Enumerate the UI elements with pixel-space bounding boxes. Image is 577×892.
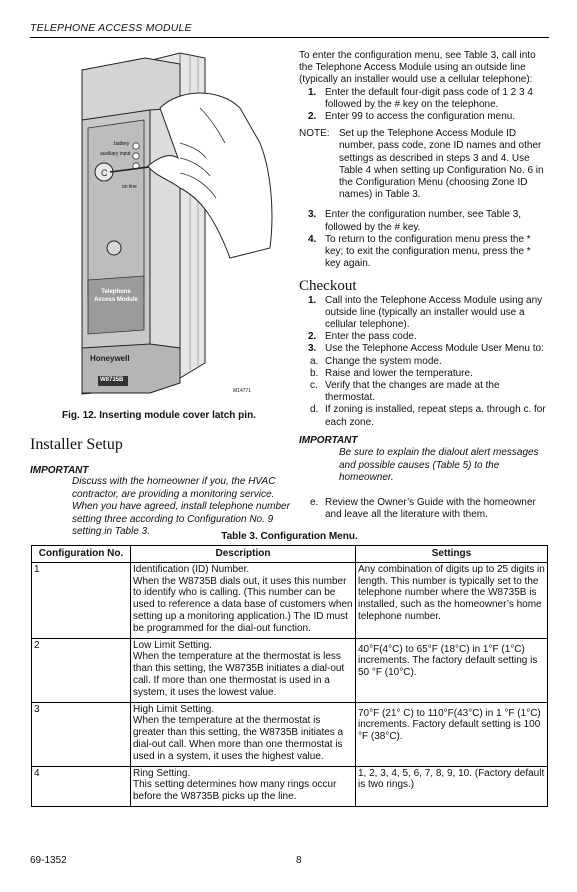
brand-logo-text: Honeywell bbox=[90, 354, 130, 363]
model-label: W8735B bbox=[100, 377, 124, 383]
list-item: c. Verify that the changes are made at the thermostat. bbox=[310, 380, 500, 404]
table-row bbox=[32, 702, 548, 766]
table-header-row bbox=[32, 546, 548, 563]
configuration-menu-table bbox=[31, 545, 548, 807]
description-cell: Identification (ID) Number. When the W8735B dials out, it uses this number to identify who is calling. (This number can be used to reference a data base of customers when setting up a monitoring application.) The ID must be programmed for the dial-out function. bbox=[131, 562, 356, 638]
list-item: b. Raise and lower the temperature. bbox=[310, 367, 473, 379]
config-no-cell: 1 bbox=[32, 562, 131, 638]
battery-label: battery bbox=[114, 141, 130, 147]
figure-code: M14771 bbox=[233, 388, 252, 394]
important-label: IMPORTANT bbox=[30, 465, 89, 476]
list-item: 1. Enter the default four-digit pass code of 1 2 3 4 followed by the # key on the telephone. bbox=[308, 86, 533, 110]
note-label: NOTE: bbox=[299, 128, 330, 140]
settings-cell: 70°F (21° C) to 110°F(43°C) in 1 °F (1°C) increments. Factory default setting is 100 °F (38°C). bbox=[356, 702, 548, 766]
installer-setup-heading: Installer Setup bbox=[30, 436, 123, 453]
list-item: 2. Enter 99 to access the configuration menu. bbox=[308, 111, 516, 123]
config-steps-list bbox=[299, 87, 547, 124]
config-no-cell: 4 bbox=[32, 766, 131, 806]
list-item: e. Review the Owner’s Guide with the homeowner and leave all the literature with them. bbox=[310, 496, 536, 520]
list-item: 2. Enter the pass code. bbox=[308, 331, 417, 343]
panel-title-label: Telephone Access Module bbox=[94, 289, 138, 303]
note-block bbox=[299, 128, 547, 201]
svg-text:C: C bbox=[101, 168, 108, 178]
config-steps-list-2 bbox=[299, 209, 547, 270]
config-no-cell: 3 bbox=[32, 702, 131, 766]
footer-doc-number: 69-1352 bbox=[30, 855, 67, 866]
column-header-config-no: Configuration No. bbox=[32, 546, 131, 563]
config-intro: To enter the configuration menu, see Table 3, call into the Telephone Access Module using an outside line (typically an installer would use a cellular telephone): bbox=[299, 50, 536, 86]
settings-cell: 1, 2, 3, 4, 5, 6, 7, 8, 9, 10. (Factory default is two rings.) bbox=[356, 766, 548, 806]
settings-cell: Any combination of digits up to 25 digits in length. This number is typically set to the telephone number where the W8735B is installed, such as the homeowner’s home telephone number. bbox=[356, 562, 548, 638]
online-label: on line bbox=[122, 184, 137, 190]
header-rule bbox=[30, 37, 549, 38]
checkout-substeps-list bbox=[299, 356, 547, 429]
list-item: 3. Enter the configuration number, see Table 3, followed by the # key. bbox=[308, 209, 522, 233]
checkout-heading: Checkout bbox=[299, 278, 357, 295]
list-item: 3. Use the Telephone Access Module User Menu to: bbox=[308, 343, 544, 355]
column-header-description: Description bbox=[131, 546, 356, 563]
checkout-important-label: IMPORTANT bbox=[299, 434, 358, 446]
config-no-cell: 2 bbox=[32, 638, 131, 702]
table-row bbox=[32, 562, 548, 638]
description-cell: High Limit Setting. When the temperature at the thermostat is greater than this setting, the W8735B initiates a dial-out call. When more than one thermostat is used in a system, it uses the highest value. bbox=[131, 702, 356, 766]
important-text: Discuss with the homeowner if you, the HVAC contractor, are providing a monitoring service. When you have agreed, install telephone number setting three according to Configuration No. 9 setting in Table 3. bbox=[72, 476, 290, 537]
list-item: 4. To return to the configuration menu press the * key; to exit the configuration menu, press the * key again. bbox=[308, 233, 531, 270]
auxiliary-label: auxiliary input bbox=[100, 151, 131, 157]
checkout-steps-list bbox=[299, 295, 547, 356]
figure-caption: Fig. 12. Inserting module cover latch pin. bbox=[62, 410, 256, 421]
list-item: a. Change the system mode. bbox=[310, 355, 442, 367]
description-cell: Ring Setting. This setting determines how many rings occur before the W8735B picks up the line. bbox=[131, 766, 356, 806]
checkout-important-text: Be sure to explain the dialout alert messages and possible causes (Table 5) to the homeowner. bbox=[339, 447, 539, 484]
table-caption: Table 3. Configuration Menu. bbox=[221, 531, 358, 542]
footer-page-number: 8 bbox=[296, 855, 302, 866]
right-column bbox=[299, 50, 547, 521]
note-text: Set up the Telephone Access Module ID number, pass code, zone ID names and other settings as described in steps 3 and 4. Use Table 4 when setting up Configuration No. 6 in the Configuration Menu (choosing Zone ID names) in Table 3. bbox=[339, 128, 544, 201]
settings-cell: 40°F(4°C) to 65°F (18°C) in 1°F (1°C) increments. The factory default setting is 50 °F (10°C). bbox=[356, 638, 548, 702]
column-header-settings: Settings bbox=[356, 546, 548, 563]
page-header: TELEPHONE ACCESS MODULE bbox=[30, 22, 192, 34]
list-item: 1. Call into the Telephone Access Module using any outside line (typically an installer would use a cellular telephone). bbox=[308, 294, 543, 331]
table-row bbox=[32, 766, 548, 806]
table-row bbox=[32, 638, 548, 702]
module-illustration bbox=[30, 48, 280, 408]
checkout-final-step bbox=[299, 497, 547, 521]
description-cell: Low Limit Setting. When the temperature at the thermostat is less than this setting, the W8735B initiates a dial-out call. If more than one thermostat is used in a system, it uses the lowest value. bbox=[131, 638, 356, 702]
list-item: d. If zoning is installed, repeat steps a. through c. for each zone. bbox=[310, 404, 546, 428]
